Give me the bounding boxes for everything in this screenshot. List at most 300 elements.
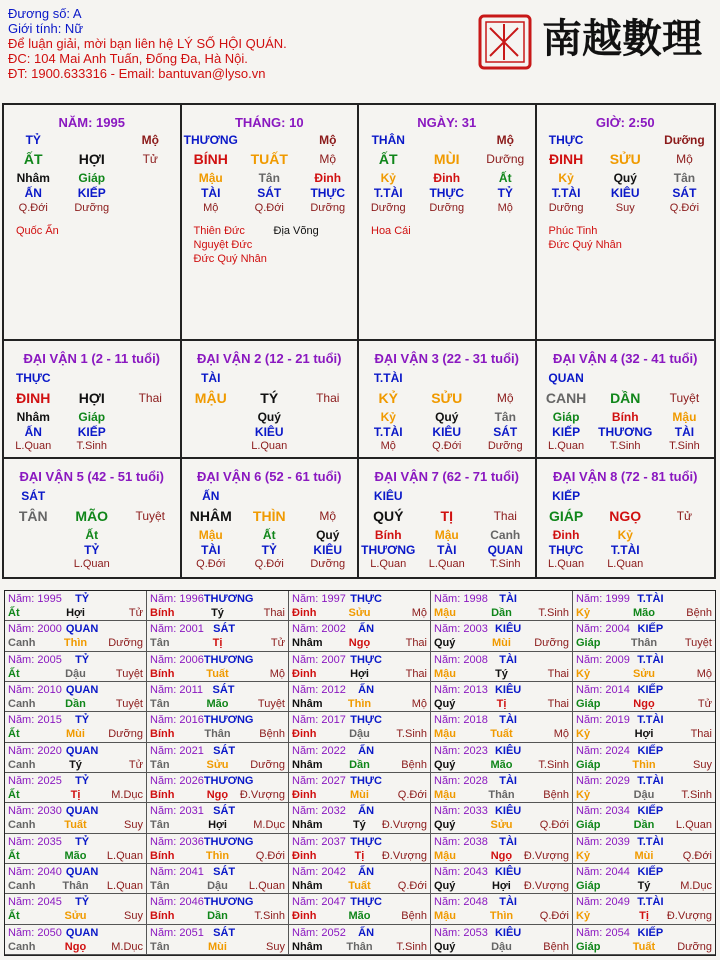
pillar-column (359, 105, 537, 339)
year-stage: M.Dục (253, 819, 285, 832)
year-cell[interactable] (289, 712, 431, 742)
decade-value: TỶ (84, 542, 100, 557)
year-row-bottom (576, 788, 712, 802)
year-branch: Tý (352, 819, 366, 832)
year-number: Năm: 2038 (434, 835, 488, 848)
year-god: KIÊU (494, 623, 522, 636)
pillar-cell (121, 201, 180, 216)
pillar-row (537, 201, 715, 216)
decade-value: Thai (493, 508, 517, 523)
year-cell[interactable] (431, 591, 573, 621)
year-row-bottom (150, 849, 285, 863)
year-cell[interactable] (573, 743, 715, 773)
year-god: KIẾP (637, 866, 664, 878)
year-cell[interactable] (5, 621, 147, 651)
decade-value: Quý (257, 410, 281, 424)
year-cell[interactable] (289, 894, 431, 924)
decade-row (4, 410, 180, 425)
year-number: Năm: 2027 (292, 775, 346, 787)
decade-value: THÌN (252, 507, 286, 524)
year-cell[interactable] (289, 743, 431, 773)
year-god: TÀI (499, 775, 517, 787)
year-cell[interactable] (289, 621, 431, 651)
decade-row (182, 410, 358, 425)
pillar-cell: Mộ (203, 202, 219, 214)
year-god: ẤN (358, 684, 375, 696)
year-stage: Thai (263, 607, 285, 619)
year-stage: Q.Đới (682, 849, 712, 862)
year-row-bottom (292, 940, 427, 954)
year-row-bottom (8, 758, 143, 772)
year-cell[interactable] (5, 834, 147, 864)
year-stage: Tử (697, 698, 712, 710)
year-row-top (8, 653, 143, 667)
year-cell[interactable] (289, 803, 431, 833)
year-stem: Ất (8, 910, 20, 923)
year-cell[interactable] (431, 712, 573, 742)
pillar-extra-star: Phúc Tinh (548, 225, 598, 237)
year-cell[interactable] (289, 591, 431, 621)
pillar-cell: Q.Đới (18, 202, 48, 214)
year-branch: Thìn (63, 637, 88, 650)
decade-value: L.Quan (370, 558, 407, 570)
year-cell[interactable] (289, 682, 431, 712)
year-stem: Tân (150, 819, 170, 832)
decade-cell (182, 341, 360, 459)
pillar-row (359, 152, 535, 167)
year-stem: Quý (434, 819, 456, 832)
year-row-top (576, 744, 712, 758)
year-row-bottom (8, 667, 143, 681)
year-god: THỰC (350, 775, 382, 787)
decade-value: Canh (490, 528, 521, 542)
year-cell[interactable] (147, 834, 289, 864)
year-row-top (576, 804, 712, 818)
pillar-cell: Quý (613, 171, 637, 185)
year-cell[interactable] (573, 834, 715, 864)
year-number: Năm: 2019 (576, 714, 630, 727)
pillar-row (4, 152, 180, 167)
year-cell[interactable] (431, 834, 573, 864)
year-cell[interactable] (5, 894, 147, 924)
pillar-cell: T.TÀI (551, 186, 581, 200)
year-number: Năm: 1999 (576, 593, 630, 605)
year-stage: L.Quan (675, 819, 712, 832)
decade-value: NGỌ (609, 507, 642, 524)
year-god: TÀI (499, 896, 517, 909)
year-branch: Tuất (206, 667, 229, 680)
decade-row (182, 439, 358, 454)
year-cell[interactable] (147, 621, 289, 651)
decade-value: T.Sinh (609, 440, 641, 452)
year-branch: Ngọ (633, 698, 655, 710)
decade-title: ĐẠI VẬN 3 (22 - 31 tuổi) (374, 351, 519, 366)
year-stem: Ất (8, 667, 20, 680)
decade-value: Đinh (552, 528, 580, 542)
year-row-bottom (8, 727, 143, 741)
pillar-cell: TUẤT (250, 151, 288, 167)
decade-value: Mộ (496, 390, 514, 405)
decade-row (4, 557, 180, 572)
year-stage: Tuyệt (115, 667, 143, 680)
pillar-cell: Mộ (496, 133, 514, 147)
decade-value (121, 528, 180, 543)
pillar-cell: KIẾP (77, 186, 106, 200)
phone-email-line[interactable]: ĐT: 1900.633316 - Email: bantuvan@lyso.vn (8, 66, 266, 81)
decade-value: Ất (262, 528, 276, 542)
year-god: QUAN (65, 805, 99, 818)
pillar-title: GIỜ: 2:50 (595, 115, 655, 130)
pillar-cell: Ất (498, 171, 512, 185)
pillar-extra-star: Đức Quý Nhân (193, 253, 267, 265)
year-stage: Tuyệt (684, 637, 712, 650)
year-stage: M.Dục (111, 940, 143, 953)
pillar-cell: Dưỡng (664, 133, 705, 147)
year-row-top (434, 895, 569, 909)
year-cell[interactable] (431, 925, 573, 955)
year-cell[interactable] (5, 591, 147, 621)
year-cell[interactable] (5, 773, 147, 803)
year-row-top (8, 926, 143, 940)
year-cell[interactable] (5, 803, 147, 833)
year-god: ẤN (358, 926, 375, 939)
year-god: KIẾP (637, 744, 664, 757)
year-stem: Đinh (292, 728, 317, 741)
year-stem: Tân (150, 758, 170, 771)
pillar-row (182, 152, 358, 167)
year-cell[interactable] (147, 773, 289, 803)
decade-row (537, 391, 715, 406)
decade-row (4, 371, 180, 386)
pillar-cell: ẤT (23, 151, 43, 167)
year-stage: T.Sinh (538, 758, 569, 771)
year-god: KIẾP (637, 926, 664, 939)
year-row-top (8, 865, 143, 879)
year-cell[interactable] (5, 925, 147, 955)
year-cell[interactable] (147, 712, 289, 742)
year-number: Năm: 2007 (292, 653, 346, 666)
year-row-top (576, 622, 712, 636)
year-cell[interactable] (573, 864, 715, 894)
year-number: Năm: 2053 (434, 926, 488, 939)
year-god: THƯƠNG (203, 653, 254, 666)
year-row-bottom (150, 940, 285, 954)
year-god: SÁT (213, 623, 236, 636)
year-cell[interactable] (289, 652, 431, 682)
pillar-extra-star: Nguyệt Đức (193, 239, 253, 251)
year-branch: Hợi (66, 607, 85, 619)
year-number: Năm: 2014 (576, 684, 630, 696)
year-row-top (434, 926, 569, 940)
year-row-bottom (576, 818, 712, 832)
year-stage: Thai (405, 667, 427, 680)
year-cell[interactable] (431, 652, 573, 682)
year-cell[interactable] (573, 591, 715, 621)
year-stem: Nhâm (292, 880, 323, 892)
year-stage: Q.Đới (255, 849, 285, 862)
year-stem: Đinh (292, 789, 317, 801)
year-row-bottom (434, 879, 569, 893)
year-cell[interactable] (573, 682, 715, 712)
decade-row (4, 528, 180, 543)
year-number: Năm: 2043 (434, 866, 488, 878)
pillar-cell: THÂN (371, 133, 405, 147)
year-god: THƯƠNG (203, 714, 254, 727)
decade-row (359, 439, 535, 454)
year-cell[interactable] (147, 803, 289, 833)
year-branch: Dần (491, 607, 512, 619)
year-cell[interactable] (431, 803, 573, 833)
pillar-row (4, 133, 180, 148)
year-row-bottom (292, 667, 427, 681)
year-row-bottom (150, 636, 285, 650)
year-stem: Canh (8, 819, 36, 832)
year-cell[interactable] (147, 652, 289, 682)
year-stem: Giáp (576, 637, 601, 650)
year-row-bottom (292, 788, 427, 802)
year-stem: Canh (8, 940, 36, 953)
year-cell[interactable] (289, 925, 431, 955)
decade-value: Tử (676, 508, 693, 523)
year-stem: Mậu (434, 910, 456, 923)
year-cell[interactable] (431, 894, 573, 924)
year-stem: Kỷ (576, 789, 591, 801)
year-stem: Bính (150, 910, 175, 923)
year-row-top (576, 835, 712, 849)
pillar-cell: ĐINH (548, 151, 584, 167)
year-stem: Tân (150, 698, 170, 710)
year-number: Năm: 2042 (292, 866, 346, 878)
year-row-bottom (576, 909, 712, 923)
year-cell[interactable] (5, 712, 147, 742)
year-row-top (434, 835, 569, 849)
year-cell[interactable] (573, 652, 715, 682)
pillar-cell: SÁT (672, 186, 697, 200)
year-stage: Đ.Vượng (381, 819, 427, 832)
year-branch: Tuất (490, 728, 513, 741)
year-branch: Tị (212, 637, 223, 650)
year-stem: Đinh (292, 849, 317, 862)
logo-text: 南越數理 (542, 15, 702, 62)
year-stage: Suy (124, 910, 143, 923)
year-god: SÁT (213, 926, 236, 939)
year-stage: Thai (690, 728, 712, 741)
decade-cell (182, 459, 360, 577)
year-cell[interactable] (289, 773, 431, 803)
year-number: Năm: 2001 (150, 623, 204, 636)
duong-so: Đương số: A (8, 6, 82, 21)
year-row-top (576, 713, 712, 727)
decade-title: ĐẠI VẬN 8 (72 - 81 tuổi) (553, 469, 698, 484)
pillar-cell: Đinh (433, 171, 461, 185)
year-stage: Dưỡng (677, 940, 712, 953)
pillar-extra-star: Quốc Ấn (16, 225, 59, 237)
year-cell[interactable] (147, 743, 289, 773)
decade-row (182, 489, 358, 504)
year-branch: Ngọ (64, 940, 87, 953)
pillar-cell: Mộ (141, 133, 159, 147)
decade-row (182, 509, 358, 524)
pillar-extra-star: Hoa Cái (371, 225, 411, 237)
pillar-cell: TỶ (497, 186, 513, 200)
decade-value: KIẾP (552, 424, 581, 439)
year-number: Năm: 2036 (150, 835, 204, 848)
pillar-cell: Dưỡng (74, 202, 110, 214)
year-branch: Thìn (205, 849, 230, 862)
year-cell[interactable] (147, 591, 289, 621)
year-cell[interactable] (573, 773, 715, 803)
year-cell[interactable] (147, 894, 289, 924)
pillar-extras (537, 224, 715, 252)
year-cell[interactable] (147, 925, 289, 955)
year-stage: Mộ (411, 607, 427, 619)
year-stage: Suy (693, 758, 712, 771)
year-cell[interactable] (573, 894, 715, 924)
year-stem: Ất (8, 728, 20, 741)
year-cell[interactable] (5, 743, 147, 773)
pillar-cell: TÀI (201, 186, 221, 200)
year-branch: Tị (639, 910, 649, 923)
year-row-top (292, 926, 427, 940)
pillar-cell: BÍNH (193, 151, 228, 167)
year-cell[interactable] (431, 743, 573, 773)
decade-row (537, 425, 715, 440)
pillar-cell: Mộ (319, 152, 337, 166)
year-number: Năm: 2021 (150, 744, 204, 757)
year-cell[interactable] (5, 652, 147, 682)
decade-value (121, 543, 180, 558)
year-branch: Thân (204, 728, 231, 741)
year-cell[interactable] (573, 621, 715, 651)
year-number: Năm: 2031 (150, 805, 204, 818)
decade-god: KIẾP (552, 489, 581, 503)
year-stem: Quý (434, 940, 456, 953)
year-row-top (576, 926, 712, 940)
pillar-title: NĂM: 1995 (58, 115, 125, 130)
decade-value: THỰC (548, 542, 584, 557)
year-stem: Đinh (292, 667, 317, 680)
year-cell[interactable] (431, 773, 573, 803)
pillar-row (182, 201, 358, 216)
year-god: SÁT (212, 684, 235, 696)
year-row-top (434, 744, 569, 758)
pillar-extras (359, 224, 535, 238)
year-cell[interactable] (573, 925, 715, 955)
year-god: T.TÀI (637, 653, 664, 666)
year-god: KIÊU (494, 805, 522, 818)
year-branch: Mão (490, 758, 513, 771)
year-number: Năm: 2013 (434, 684, 488, 696)
year-row-top (434, 713, 569, 727)
pillar-row (537, 171, 715, 186)
decade-value: Mậu (672, 410, 697, 424)
year-cell[interactable] (147, 682, 289, 712)
decade-value: TÀI (437, 542, 457, 557)
year-number: Năm: 2024 (576, 744, 630, 757)
year-stage: Thai (405, 637, 427, 650)
decade-value: TÀI (201, 542, 221, 557)
pillar-cell: Q.Đới (254, 202, 284, 214)
year-cell[interactable] (431, 621, 573, 651)
year-stage: L.Quan (106, 849, 143, 862)
year-cell[interactable] (5, 682, 147, 712)
year-cell[interactable] (289, 864, 431, 894)
pillar-extra-star: Thiên Đức (193, 225, 245, 237)
four-pillars (2, 103, 716, 341)
year-god: KIẾP (637, 805, 664, 818)
year-stage: Bệnh (401, 910, 427, 923)
year-stage: Tuyệt (257, 698, 285, 710)
year-cell[interactable] (289, 834, 431, 864)
year-cell[interactable] (573, 803, 715, 833)
year-cell[interactable] (5, 864, 147, 894)
decade-value (655, 528, 714, 543)
year-branch: Tý (495, 667, 508, 680)
pillar-cell: Tử (142, 152, 158, 166)
pillar-cell: THỰC (310, 186, 346, 200)
year-row-bottom (150, 727, 285, 741)
decade-title: ĐẠI VẬN 2 (12 - 21 tuổi) (197, 351, 342, 366)
year-stem: Quý (434, 880, 456, 892)
decade-row (4, 543, 180, 558)
decade-value: Quý (316, 528, 340, 542)
year-row-bottom (8, 606, 143, 620)
year-branch: Tị (496, 698, 507, 710)
year-branch: Ngọ (348, 637, 371, 650)
year-branch: Dần (65, 698, 86, 710)
year-stage: Đ.Vượng (666, 910, 712, 923)
year-row-top (292, 592, 427, 606)
pillar-cell: THỰC (548, 133, 584, 147)
year-row-bottom (576, 697, 712, 711)
pillar-cell: Dưỡng (548, 202, 584, 214)
year-row-top (576, 683, 712, 697)
year-stage: Bệnh (686, 607, 712, 619)
year-stage: M.Dục (680, 880, 712, 892)
decade-value: Giáp (552, 410, 580, 424)
year-number: Năm: 2009 (576, 653, 630, 666)
decade-god: ẤN (202, 489, 220, 503)
decade-row (4, 425, 180, 440)
year-cell[interactable] (431, 864, 573, 894)
year-branch: Mùi (350, 789, 369, 801)
year-row-top (150, 774, 285, 788)
decade-value: T.Sinh (76, 440, 108, 452)
year-branch: Dậu (633, 789, 655, 801)
decade-value: Thai (138, 390, 162, 405)
year-row-top (8, 774, 143, 788)
decade-god: TÀI (201, 371, 221, 385)
year-cell[interactable] (431, 682, 573, 712)
year-row-top (434, 592, 569, 606)
year-stage: Suy (266, 940, 285, 953)
year-stage: Dưỡng (108, 728, 143, 741)
year-cell[interactable] (147, 864, 289, 894)
decade-value: Mậu (198, 528, 223, 542)
year-stem: Giáp (576, 940, 601, 953)
header-info (8, 6, 488, 81)
contact-line[interactable]: Để luận giải, mời bạn liên hệ LÝ SỐ HỘI QUÁN. (8, 36, 287, 51)
year-row-bottom (434, 697, 569, 711)
year-stage: T.Sinh (396, 728, 427, 741)
year-row-bottom (434, 940, 569, 954)
year-cell[interactable] (573, 712, 715, 742)
year-row-top (150, 713, 285, 727)
year-stage: Tuyệt (115, 698, 143, 710)
year-branch: Thìn (347, 698, 372, 710)
year-number: Năm: 2052 (292, 926, 346, 939)
year-stem: Kỷ (576, 910, 591, 923)
